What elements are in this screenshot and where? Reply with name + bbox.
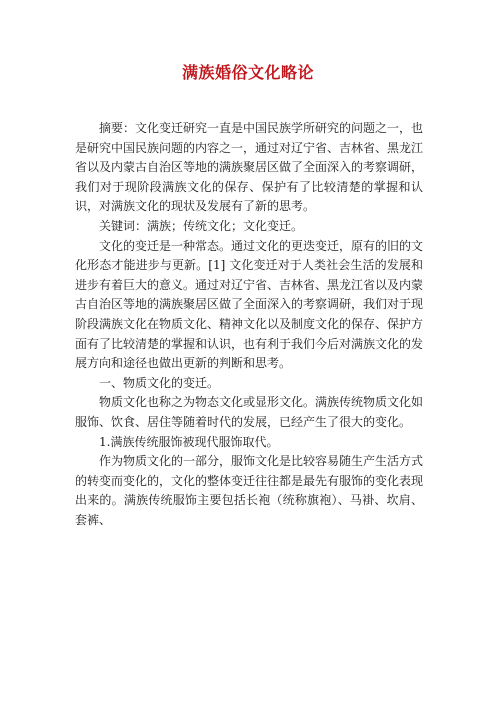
page-title: 满族婚俗文化略论 (181, 63, 314, 82)
clothing-paragraph: 作为物质文化的一部分，服饰文化是比较容易随生产生活方式的转变而变化的，文化的整体变迁往往都是最先有服饰的变化表现出来的。满族传统服饰主要包括长袍（统称旗袍）、马褂、坎肩、套裤、 (75, 454, 424, 527)
article-body (75, 119, 423, 530)
subsection-heading-clothing: 1.满族传统服饰被现代服饰取代。 (99, 434, 279, 449)
section-heading-material-culture: 一、物质文化的变迁。 (99, 375, 220, 390)
material-culture-paragraph: 物质文化也称之为物态文化或显形文化。满族传统物质文化如服饰、饮食、居住等随着时代的发展，已经产生了很大的变化。 (75, 395, 424, 429)
keywords-paragraph: 关键词：满族；传统文化；文化变迁。 (99, 218, 304, 233)
intro-paragraph: 文化的变迁是一种常态。通过文化的更迭变迁，原有的旧的文化形态才能进步与更新。[1] 文化变迁对于人类社会生活的发展和进步有着巨大的意义。通过对辽宁省、吉林省、黑龙江省以及内蒙古自治区等地的满族聚居区做了全面深入的考察调研，我们对于现阶段满族文化在物质文化、精神文化以及制度文化的保存、保护方面有了比较清楚的掌握和认识，也有利于我们今后对满族文化的发展方向和途径也做出更新的判断和思考。 (75, 238, 424, 371)
abstract-paragraph: 摘要：文化变迁研究一直是中国民族学所研究的问题之一，也是研究中国民族问题的内容之一，通过对辽宁省、吉林省、黑龙江省以及内蒙古自治区等地的满族聚居区做了全面深入的考察调研，我们对于现阶段满族文化的保存、保护有了比较清楚的掌握和认识，对满族文化的现状及发展有了新的思考。 (75, 121, 424, 214)
